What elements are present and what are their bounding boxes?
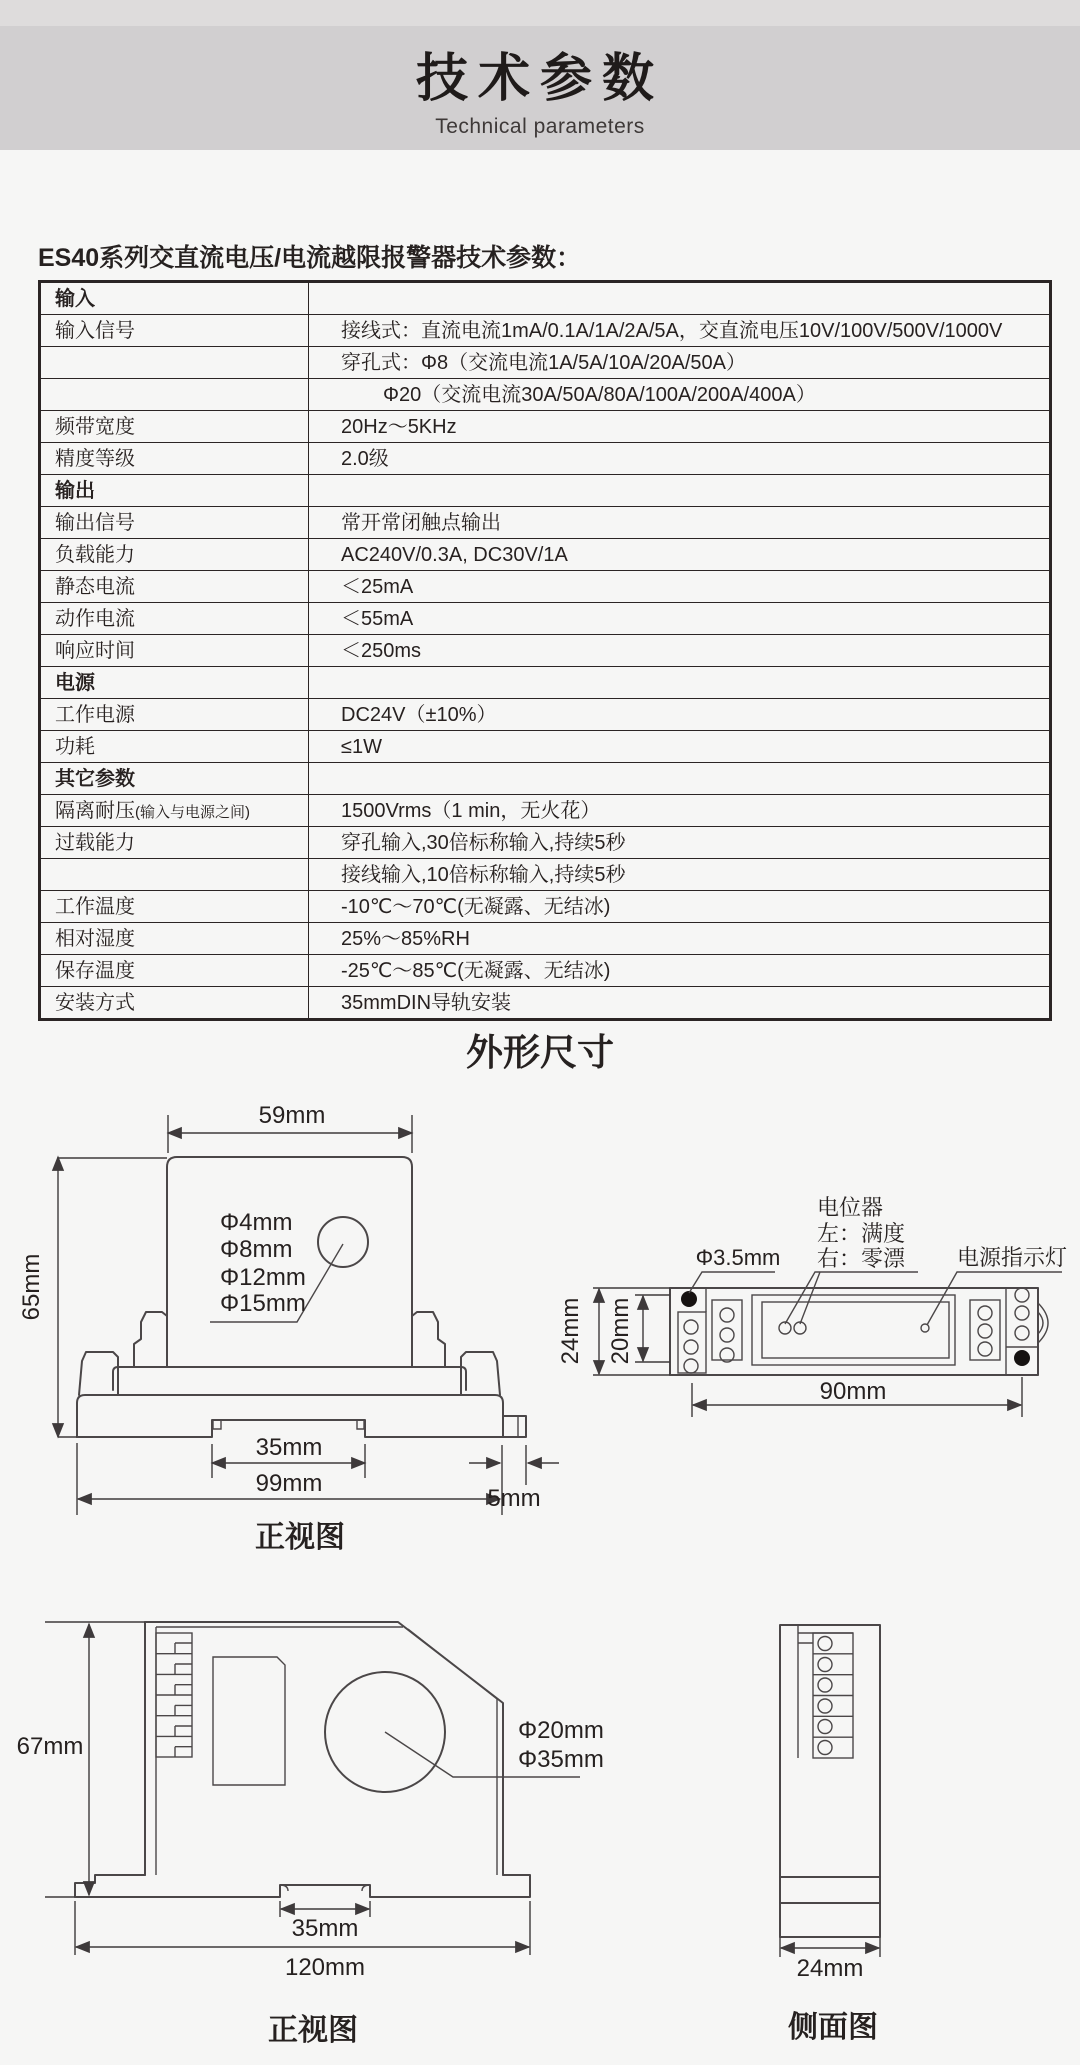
front-view-bottom-drawing (16, 1615, 604, 2055)
dim-24mm-label: 24mm (557, 1297, 584, 1365)
pot-title-label: 电位器 (817, 1195, 884, 1220)
spec-row (40, 315, 1051, 347)
param-label: 功耗 (40, 731, 309, 763)
front-view-bottom-caption: 正视图 (268, 2014, 358, 2047)
side-view-bottom-caption: 侧面图 (788, 2011, 878, 2044)
power-led-label: 电源指示灯 (957, 1245, 1068, 1270)
param-value: 接线输入,10倍标称输入,持续5秒 (309, 859, 1051, 891)
mount-hole-dot-left (681, 1291, 697, 1307)
param-value: AC240V/0.3A, DC30V/1A (309, 539, 1051, 571)
hole-size-15mm: Φ15mm (220, 1290, 306, 1317)
spec-row (40, 987, 1051, 1020)
param-value: 接线式：直流电流1mA/0.1A/1A/2A/5A，交直流电压10V/100V/500V/1000V (309, 315, 1051, 347)
hole-size-8mm: Φ8mm (220, 1236, 293, 1263)
param-label: 响应时间 (40, 635, 309, 667)
power-led (921, 1324, 929, 1332)
param-label: 负载能力 (40, 539, 309, 571)
param-label: 静态电流 (40, 571, 309, 603)
spec-row (40, 891, 1051, 923)
label-window-outer (752, 1295, 955, 1365)
spec-row (40, 379, 1051, 411)
spec-row (40, 827, 1051, 859)
module-body-outline (670, 1288, 1048, 1375)
spec-table (38, 280, 1052, 1021)
punch-hole (318, 1217, 368, 1267)
terminal-steps (156, 1633, 192, 1757)
pot-left-label: 左：满度 (817, 1221, 906, 1246)
dim-67mm-label: 67mm (16, 1733, 84, 1760)
spec-row (40, 507, 1051, 539)
terminal-block-right (970, 1300, 1000, 1360)
device-body-outline (145, 1622, 580, 1875)
hole-3-5mm-label: Φ3.5mm (695, 1245, 781, 1270)
dim-65mm-label: 65mm (18, 1253, 45, 1321)
dim-20mm-label: 20mm (607, 1297, 634, 1365)
param-label: 输出信号 (40, 507, 309, 539)
dim-90mm-label: 90mm (819, 1378, 887, 1405)
param-value: 2.0级 (309, 443, 1051, 475)
page-title: 技术参数 (415, 50, 664, 108)
banner (0, 26, 1080, 150)
param-label (40, 859, 309, 891)
param-label: 动作电流 (40, 603, 309, 635)
front-view-top-caption: 正视图 (255, 1521, 345, 1554)
section-row (40, 667, 1051, 699)
hole-size-callout (518, 1717, 604, 1773)
dim-35mm-rail (280, 1901, 370, 1942)
dim-5mm-tab (469, 1445, 559, 1512)
param-value: 1500Vrms（1 min，无火花） (309, 795, 1051, 827)
spec-row (40, 795, 1051, 827)
front-view-top-drawing (18, 1095, 560, 1565)
param-label (40, 379, 309, 411)
spec-row (40, 955, 1051, 987)
hole-size-4mm: Φ4mm (220, 1209, 293, 1236)
hole-size-12mm: Φ12mm (220, 1264, 306, 1291)
dim-24mm-label: 24mm (796, 1955, 864, 1982)
dim-20mm-inner (607, 1295, 670, 1364)
param-value: ≤1W (309, 731, 1051, 763)
param-value: DC24V（±10%） (309, 699, 1051, 731)
terminal-block-left (712, 1300, 742, 1360)
spec-row (40, 859, 1051, 891)
intro-heading: ES40系列交直流电压/电流越限报警器技术参数： (38, 244, 582, 272)
param-value: -10℃～70℃(无凝露、无结冰) (309, 891, 1051, 923)
dim-5mm-label: 5mm (487, 1485, 541, 1512)
hole-20mm-label: Φ20mm (518, 1717, 604, 1744)
side-body-outline (780, 1625, 880, 1937)
param-value: 35mmDIN导轨安装 (309, 987, 1051, 1020)
param-label: 输入信号 (40, 315, 309, 347)
param-value (309, 475, 1051, 507)
top-view-drawing (557, 1185, 1080, 1435)
spec-row (40, 923, 1051, 955)
param-value (309, 667, 1051, 699)
param-label: 工作温度 (40, 891, 309, 923)
mount-hole-dot-right (1014, 1350, 1030, 1366)
hole-size-labels (220, 1209, 306, 1317)
spec-row (40, 539, 1051, 571)
dim-90mm (692, 1377, 1022, 1417)
spec-row (40, 443, 1051, 475)
spec-row (40, 699, 1051, 731)
param-value: 20Hz～5KHz (309, 411, 1051, 443)
potentiometer-callout (785, 1195, 918, 1324)
param-value: ＜55mA (309, 603, 1051, 635)
param-label: 相对湿度 (40, 923, 309, 955)
param-value: Φ20（交流电流30A/50A/80A/100A/200A/400A） (309, 379, 1051, 411)
param-value: 穿孔输入,30倍标称输入,持续5秒 (309, 827, 1051, 859)
spec-row (40, 571, 1051, 603)
din-latch-bump (1038, 1303, 1048, 1343)
side-view-bottom-drawing (745, 1615, 935, 2055)
dim-59mm-label: 59mm (258, 1102, 326, 1129)
param-label: 频带宽度 (40, 411, 309, 443)
param-value: ＜250ms (309, 635, 1051, 667)
spec-row (40, 731, 1051, 763)
device-base-outline (77, 1395, 526, 1437)
section-row (40, 475, 1051, 507)
param-label: 工作电源 (40, 699, 309, 731)
spec-row (40, 635, 1051, 667)
param-value: 穿孔式：Φ8（交流电流1A/5A/10A/20A/50A） (309, 347, 1051, 379)
param-value (309, 282, 1051, 315)
dim-59mm (168, 1102, 412, 1153)
spec-row (40, 603, 1051, 635)
hole-3-5mm-callout (689, 1245, 780, 1293)
param-label: 安装方式 (40, 987, 309, 1020)
param-label: 过载能力 (40, 827, 309, 859)
hole-35mm-label: Φ35mm (518, 1746, 604, 1773)
din-clips (79, 1312, 500, 1395)
page-subtitle: Technical parameters (435, 115, 645, 138)
top-strip (0, 0, 1080, 26)
param-label (40, 347, 309, 379)
param-label: 输入 (40, 282, 309, 315)
param-label: 隔离耐压(输入与电源之间) (40, 795, 309, 827)
spec-table-body (40, 282, 1051, 1020)
param-label: 其它参数 (40, 763, 309, 795)
param-value (309, 763, 1051, 795)
dim-67mm (17, 1622, 145, 1897)
param-value: ＜25mA (309, 571, 1051, 603)
device-base-outline (75, 1875, 530, 1897)
param-label: 电源 (40, 667, 309, 699)
pot-right-label: 右：零漂 (817, 1246, 906, 1271)
param-value: 常开常闭触点输出 (309, 507, 1051, 539)
param-value: -25℃～85℃(无凝露、无结冰) (309, 955, 1051, 987)
dim-120mm-label: 120mm (284, 1954, 366, 1981)
param-label: 精度等级 (40, 443, 309, 475)
section-row (40, 282, 1051, 315)
dim-24mm (780, 1937, 880, 1982)
dim-35mm-label: 35mm (255, 1434, 323, 1461)
dim-35mm-label: 35mm (291, 1915, 359, 1942)
param-label: 输出 (40, 475, 309, 507)
param-value: 25%～85%RH (309, 923, 1051, 955)
spec-row (40, 347, 1051, 379)
spec-row (40, 411, 1051, 443)
param-label-small: (输入与电源之间) (135, 803, 250, 821)
dim-99mm-label: 99mm (255, 1470, 323, 1497)
param-label: 保存温度 (40, 955, 309, 987)
outline-dimensions-title: 外形尺寸 (466, 1032, 614, 1073)
section-row (40, 763, 1051, 795)
label-window (213, 1657, 285, 1785)
